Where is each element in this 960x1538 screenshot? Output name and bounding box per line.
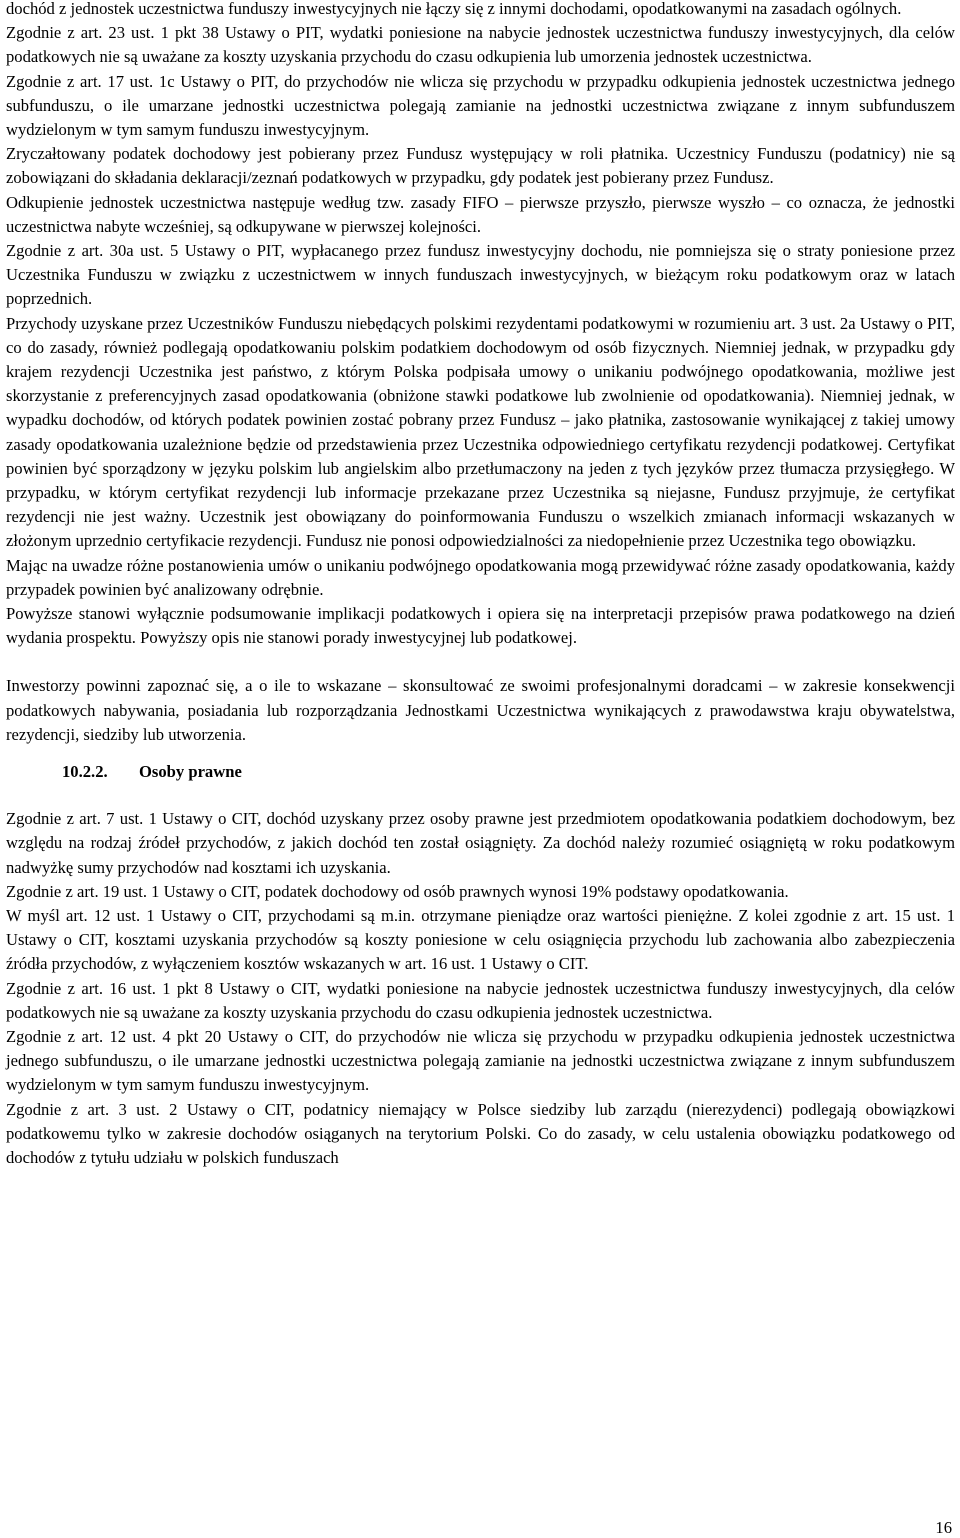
paragraph: Zryczałtowany podatek dochodowy jest pobierany przez Fundusz występujący w roli płatnika. Uczestnicy Funduszu (podatnicy) nie są zobowiązani do składania deklaracji/zeznań podatkowych w przypadku, gdy podatek jest pobierany przez Fundusz. [6,144,955,188]
paragraph: W myśl art. 12 ust. 1 Ustawy o CIT, przychodami są m.in. otrzymane pieniądze oraz wartości pieniężne. Z kolei zgodnie z art. 15 ust. 1 Ustawy o CIT, kosztami uzyskania przychodów są koszty poniesione w celu osiągnięcia przychodu lub zachowania albo zabezpieczenia źródła przychodów, z wyłączeniem kosztów wskazanych w art. 16 ust. 1 Ustawy o CIT. [6,905,955,974]
section-heading [6,759,955,807]
page-number: 16 [935,1518,952,1537]
paragraph: Odkupienie jednostek uczestnictwa następuje według tzw. zasady FIFO – pierwsze przyszło, pierwsze wyszło – co oznacza, że jednostki uczestnictwa nabyte wcześniej, są odkupywane w pierwszej kolejności. [6,192,955,236]
investors-paragraph: Inwestorzy powinni zapoznać się, a o ile to wskazane – skonsultować ze swoimi profesjonalnymi doradcami – w zakresie konsekwencji podatkowych nabywania, posiadania lub rozporządzania Jednostkami Uczestnictwa wynikających z prawodawstwa kraju obywatelstwa, rezydencji, siedziby lub utworzenia. [6,676,955,744]
paragraph: Zgodnie z art. 16 ust. 1 pkt 8 Ustawy o CIT, wydatki poniesione na nabycie jednostek uczestnictwa funduszy inwestycyjnych, dla celów podatkowych nie są uważane za koszty uzyskania przychodu do czasu odkupienia jednostek uczestnictwa. [6,978,955,1022]
section-number: 10.2.2. [62,762,108,782]
paragraph: Przychody uzyskane przez Uczestników Funduszu niebędących polskimi rezydentami podatkowymi w rozumieniu art. 3 ust. 2a Ustawy o PIT, co do zasady, również podlegają opodatkowaniu polskim podatkiem dochodowym od osób fizycznych. Niemniej jednak, w przypadku gdy krajem rezydencji Uczestnika jest państwo, z którym Polska podpisała umowy o unikaniu podwójnego opodatkowania, możliwe jest skorzystanie z preferencyjnych zasad opodatkowania (obniżone stawki podatkowe lub zwolnienie od opodatkowania). Niemniej jednak, w wypadku dochodów, od których podatek powinien zostać pobrany przez Fundusz – jako płatnika, zastosowanie wynikającej z takiej umowy zasady opodatkowania uzależnione będzie od przedstawienia przez Uczestnika odpowiedniego certyfikatu rezydencji podatkowej. Certyfikat powinien być sporządzony w języku polskim lub angielskim albo przetłumaczony na jeden z tych języków przez tłumacza przysięgłego. W przypadku, w którym certyfikat rezydencji lub informacje przekazane przez Uczestnika są niejasne, Fundusz przyjmuje, że certyfikat rezydencji nie jest ważny. Uczestnik jest obowiązany do poinformowania Funduszu o wszelkich zmianach informacji wskazanych w złożonym uprzednio certyfikacie rezydencji. Fundusz nie ponosi odpowiedzialności za niedopełnienie przez Uczestnika tego obowiązku. [6,313,955,551]
section-title: Osoby prawne [139,762,242,782]
paragraph: dochód z jednostek uczestnictwa funduszy inwestycyjnych nie łączy się z innymi dochodami, opodatkowanymi na zasadach ogólnych. [6,0,902,18]
paragraph: Powyższe stanowi wyłącznie podsumowanie implikacji podatkowych i opiera się na interpretacji przepisów prawa podatkowego na dzień wydania prospektu. Powyższy opis nie stanowi porady inwestycyjnej lub podatkowej. [6,604,955,648]
paragraph: Zgodnie z art. 23 ust. 1 pkt 38 Ustawy o PIT, wydatki poniesione na nabycie jednostek uczestnictwa funduszy inwestycyjnych, dla celów podatkowych nie są uważane za koszty uzyskania przychodu do czasu odkupienia lub umorzenia jednostek uczestnictwa. [6,23,955,67]
paragraph: Zgodnie z art. 7 ust. 1 Ustawy o CIT, dochód uzyskany przez osoby prawne jest przedmiotem opodatkowania podatkiem dochodowym, bez względu na rodzaj źródeł przychodów, z jakich dochód ten został osiągnięty. Za dochód należy rozumieć osiągniętą w roku podatkowym nadwyżkę sumy przychodów nad kosztami ich uzyskania. [6,809,955,877]
paragraph: Zgodnie z art. 30a ust. 5 Ustawy o PIT, wypłacanego przez fundusz inwestycyjny dochodu, nie pomniejsza się o straty poniesione przez Uczestnika Funduszu w związku z uczestnictwem w innych funduszach inwestycyjnych, w bieżącym roku podatkowym oraz w latach poprzednich. [6,241,955,309]
paragraph: Zgodnie z art. 12 ust. 4 pkt 20 Ustawy o CIT, do przychodów nie wlicza się przychodu w przypadku odkupienia jednostek uczestnictwa jednego subfunduszu, o ile umarzane jednostki uczestnictwa polegają zamianie na jednostki uczestnictwa związane z innym subfunduszem wydzielonym w tym samym funduszu inwestycyjnym. [6,1026,955,1095]
paragraph: Zgodnie z art. 3 ust. 2 Ustawy o CIT, podatnicy niemający w Polsce siedziby lub zarządu (nierezydenci) podlegają obowiązkowi podatkowemu tylko w zakresie dochodów osiąganych na terytorium Polski. Co do zasady, w celu ustalenia obowiązku podatkowego od dochodów z tytułu udziału w polskich funduszach [6,1099,955,1167]
paragraph: Mając na uwadze różne postanowienia umów o unikaniu podwójnego opodatkowania mogą przewidywać różne zasady opodatkowania, każdy przypadek powinien być analizowany odrębnie. [6,555,955,599]
document-page [6,0,955,1170]
paragraph: Zgodnie z art. 17 ust. 1c Ustawy o PIT, do przychodów nie wlicza się przychodu w przypadku odkupienia jednostek uczestnictwa jednego subfunduszu, o ile umarzane jednostki uczestnictwa polegają zamianie na jednostki uczestnictwa związane z innym subfunduszem wydzielonym w tym samym funduszu inwestycyjnym. [6,71,955,140]
paragraph: Zgodnie z art. 19 ust. 1 Ustawy o CIT, podatek dochodowy od osób prawnych wynosi 19% podstawy opodatkowania. [6,881,789,901]
spacer [6,650,955,674]
